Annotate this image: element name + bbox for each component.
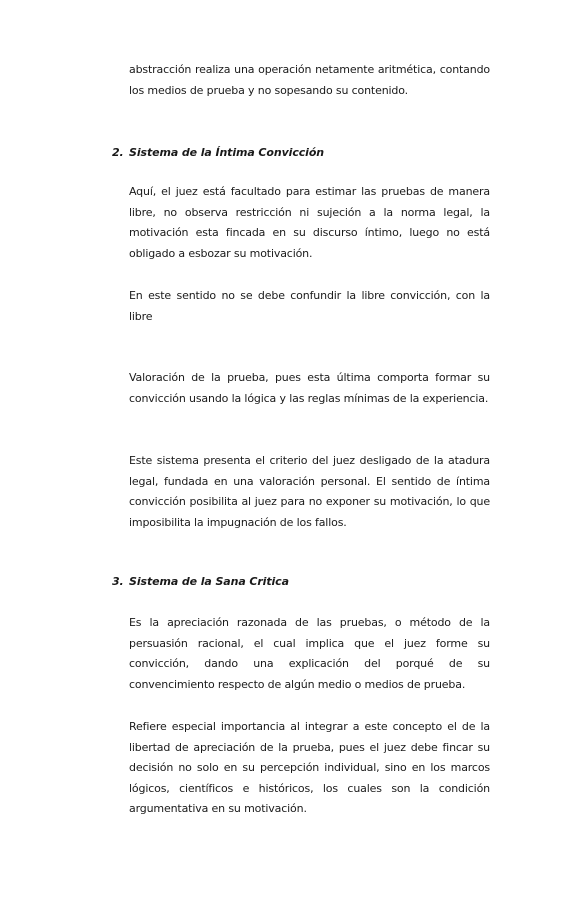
heading-number: 2. [112,146,124,159]
heading-intima-conviccion [112,146,324,159]
paragraph-juez-facultado: Aquí, el juez está facultado para estimar las pruebas de manera libre, no observa restricción ni sujeción a la norma legal, la motivación esta fincada en su discurso íntimo, luego no está obligado a esbozar su motivación. [129,185,490,260]
heading-sana-critica [112,575,289,588]
paragraph-apreciacion-razonada: Es la apreciación razonada de las pruebas, o método de la persuasión racional, el cual implica que el juez forme su convicción, dando una explicación del porqué de su convencimiento respecto de algún medio o medios de prueba. [129,616,490,691]
paragraph-valoracion-prueba: Valoración de la prueba, pues esta última comporta formar su convicción usando la lógica y las reglas mínimas de la experiencia. [129,371,490,405]
heading-title: Sistema de la Íntima Convicción [129,146,325,159]
heading-title: Sistema de la Sana Critica [129,575,289,588]
paragraph-libre-conviccion: En este sentido no se debe confundir la libre convicción, con la libre [129,289,490,323]
heading-number: 3. [112,575,124,588]
paragraph-criterio-juez: Este sistema presenta el criterio del juez desligado de la atadura legal, fundada en una valoración personal. El sentido de íntima convicción posibilita al juez para no exponer su motivación, lo que imposibilita la impugnación de los fallos. [129,454,490,529]
paragraph-abstraccion: abstracción realiza una operación netamente aritmética, contando los medios de prueba y no sopesando su contenido. [129,63,490,97]
paragraph-especial-importancia: Refiere especial importancia al integrar a este concepto el de la libertad de apreciación de la prueba, pues el juez debe fincar su decisión no solo en su percepción individual, sino en los marcos lógicos, científicos e históricos, los cuales son la condición argumentativa en su motivación. [129,720,490,816]
